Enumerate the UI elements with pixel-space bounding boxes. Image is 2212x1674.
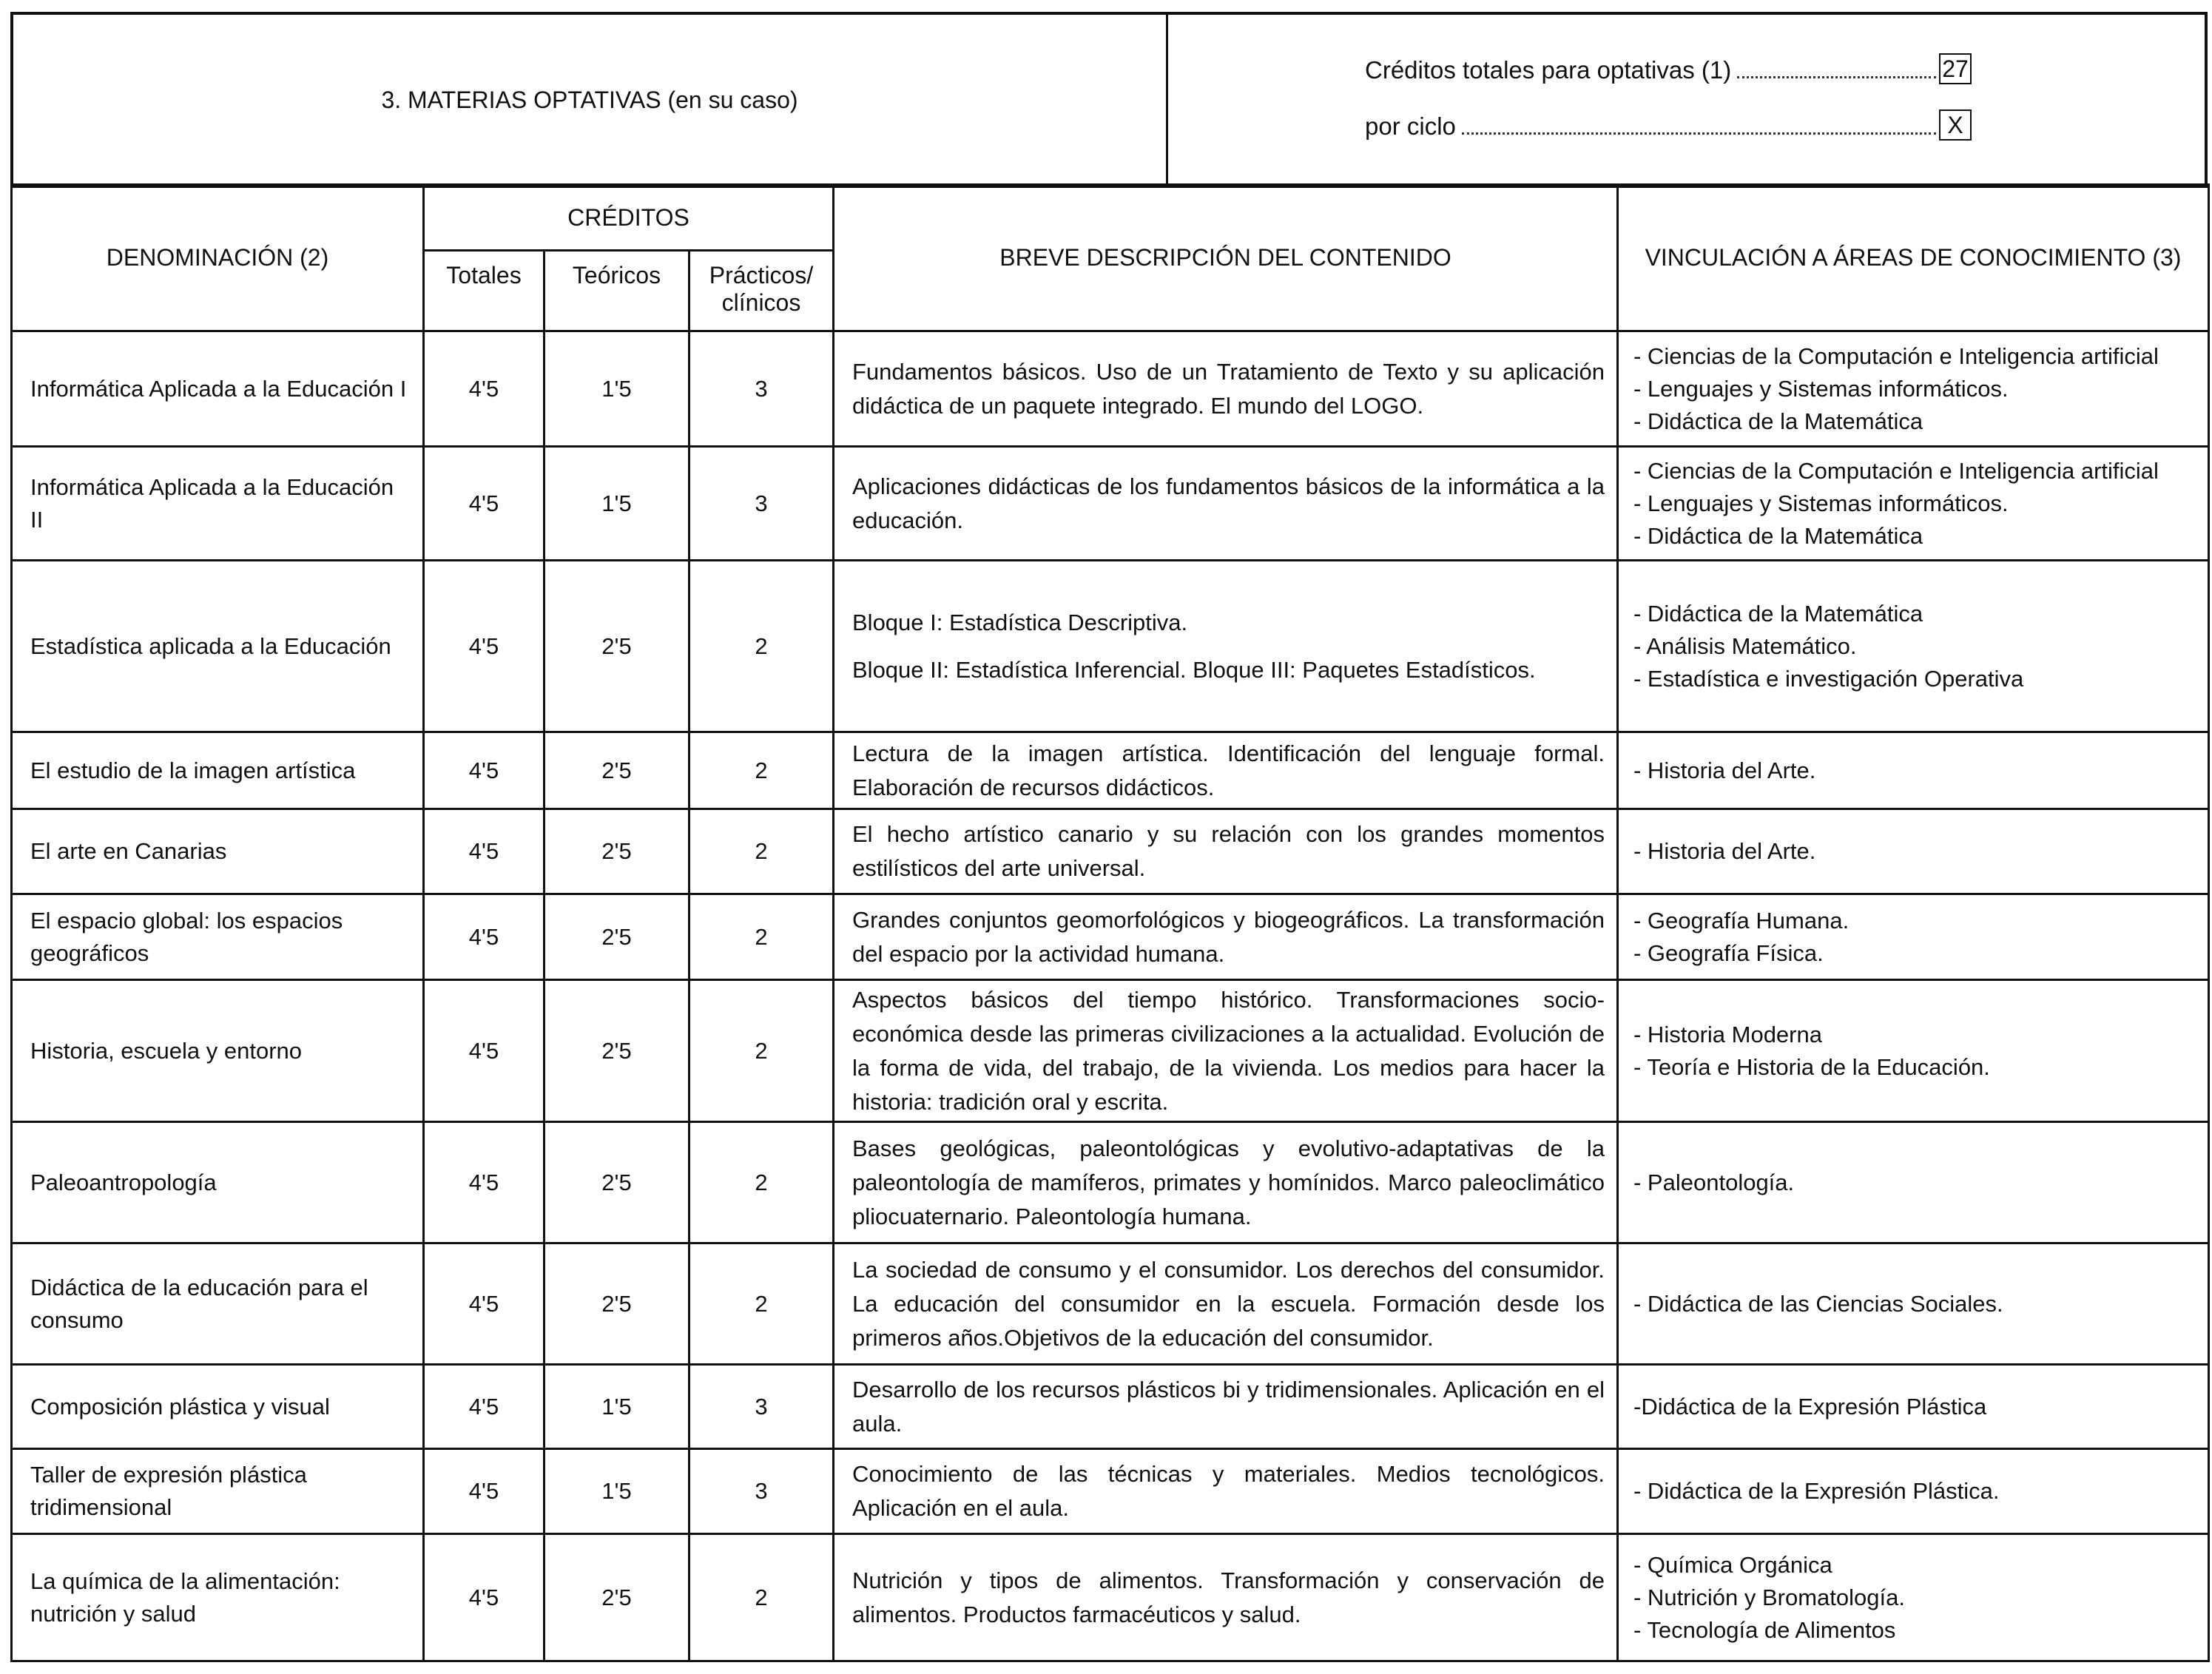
table-row: [12, 1365, 2209, 1449]
description-paragraph: Conocimiento de las técnicas y materiales. Medios tecnológicos. Aplicación en el aula.: [852, 1461, 1605, 1521]
credits-teoricos: 2'5: [544, 894, 689, 980]
content-description: [834, 894, 1618, 980]
table-row: [12, 1449, 2209, 1534]
knowledge-area-item: - Geografía Física.: [1633, 939, 1824, 966]
content-description: [834, 1365, 1618, 1449]
document-page: [10, 12, 2208, 1673]
description-paragraph: Aplicaciones didácticas de los fundamentos básicos de la informática a la educación.: [852, 473, 1605, 533]
knowledge-area-item: - Estadística e investigación Operativa: [1633, 665, 2024, 692]
knowledge-area-item: - Lenguajes y Sistemas informáticos.: [1633, 490, 2009, 516]
knowledge-area-item: - Tecnología de Alimentos: [1633, 1616, 1896, 1643]
subject-name: Paleoantropología: [12, 1122, 424, 1243]
total-credits-label: Créditos totales para optativas (1): [1365, 56, 1732, 84]
credits-teoricos: 2'5: [544, 809, 689, 894]
subject-name: Estadística aplicada a la Educación: [12, 561, 424, 732]
credits-teoricos: 2'5: [544, 1534, 689, 1661]
subject-name: El estudio de la imagen artística: [12, 732, 424, 809]
knowledge-areas: [1618, 447, 2209, 561]
credits-totales: 4'5: [424, 1243, 544, 1365]
per-cycle-line: [1365, 109, 1972, 141]
credits-practicos: 2: [689, 732, 834, 809]
knowledge-area-item: - Didáctica de las Ciencias Sociales.: [1633, 1290, 2003, 1317]
description-paragraph: Lectura de la imagen artística. Identificación del lenguaje formal. Elaboración de recursos didácticos.: [852, 740, 1605, 800]
knowledge-area-item: - Didáctica de la Matemática: [1633, 408, 1923, 434]
knowledge-area-item: -Didáctica de la Expresión Plástica: [1633, 1393, 1987, 1420]
knowledge-area-item: - Análisis Matemático.: [1633, 632, 1857, 659]
knowledge-area-item: - Geografía Humana.: [1633, 907, 1849, 934]
dot-leader: [1462, 132, 1936, 135]
table-row: [12, 809, 2209, 894]
knowledge-areas: [1618, 1365, 2209, 1449]
subject-name: Historia, escuela y entorno: [12, 980, 424, 1122]
credits-practicos: 2: [689, 809, 834, 894]
credits-summary: [1168, 15, 2205, 185]
content-description: [834, 1243, 1618, 1365]
content-description: [834, 1122, 1618, 1243]
credits-teoricos: 2'5: [544, 1122, 689, 1243]
table-row: [12, 561, 2209, 732]
credits-totales: 4'5: [424, 809, 544, 894]
knowledge-areas: [1618, 1243, 2209, 1365]
content-description: [834, 1449, 1618, 1534]
table-row: [12, 447, 2209, 561]
per-cycle-label: por ciclo: [1365, 112, 1456, 140]
knowledge-areas: [1618, 1122, 2209, 1243]
knowledge-areas: [1618, 894, 2209, 980]
credits-totales: 4'5: [424, 980, 544, 1122]
description-paragraph: Aspectos básicos del tiempo histórico. Transformaciones socio-económica desde las primeras civilizaciones a la actualidad. Evolución de la forma de vida, del trabajo, de la vivienda. Los medios para hacer la historia: tradición oral y escrita.: [852, 986, 1605, 1115]
content-description: [834, 561, 1618, 732]
credits-practicos: 2: [689, 980, 834, 1122]
dot-leader: [1737, 76, 1936, 78]
description-paragraph: Bloque II: Estadística Inferencial. Bloque III: Paquetes Estadísticos.: [852, 656, 1536, 683]
description-paragraph: Nutrición y tipos de alimentos. Transformación y conservación de alimentos. Productos farmacéuticos y salud.: [852, 1567, 1605, 1627]
knowledge-areas: [1618, 809, 2209, 894]
knowledge-area-item: - Paleontología.: [1633, 1169, 1795, 1195]
credits-teoricos: 2'5: [544, 980, 689, 1122]
header-teoricos: Teóricos: [544, 251, 689, 331]
header-practicos: Prácticos/ clínicos: [689, 251, 834, 331]
total-credits-line: [1365, 53, 1972, 84]
knowledge-area-item: - Ciencias de la Computación e Inteligencia artificial: [1633, 457, 2159, 484]
knowledge-areas: [1618, 1534, 2209, 1661]
table-row: [12, 1534, 2209, 1661]
knowledge-area-item: - Ciencias de la Computación e Inteligencia artificial: [1633, 342, 2159, 369]
credits-totales: 4'5: [424, 1122, 544, 1243]
description-paragraph: Desarrollo de los recursos plásticos bi y tridimensionales. Aplicación en el aula.: [852, 1376, 1605, 1437]
content-description: [834, 331, 1618, 447]
header-totales: Totales: [424, 251, 544, 331]
credits-practicos: 3: [689, 331, 834, 447]
table-row: [12, 1122, 2209, 1243]
subject-name: Informática Aplicada a la Educación II: [12, 447, 424, 561]
credits-practicos: 3: [689, 447, 834, 561]
per-cycle-box: X: [1939, 109, 1972, 141]
credits-practicos: 2: [689, 1122, 834, 1243]
subject-name: El arte en Canarias: [12, 809, 424, 894]
content-description: [834, 980, 1618, 1122]
credits-teoricos: 1'5: [544, 447, 689, 561]
knowledge-area-item: - Teoría e Historia de la Educación.: [1633, 1053, 1990, 1080]
subject-name: Taller de expresión plástica tridimensional: [12, 1449, 424, 1534]
knowledge-areas: [1618, 1449, 2209, 1534]
credits-totales: 4'5: [424, 1365, 544, 1449]
credits-totales: 4'5: [424, 1449, 544, 1534]
table-row: [12, 980, 2209, 1122]
section-header: [10, 12, 2208, 188]
credits-practicos: 2: [689, 561, 834, 732]
knowledge-area-item: - Historia Moderna: [1633, 1021, 1822, 1047]
description-paragraph: Fundamentos básicos. Uso de un Tratamiento de Texto y su aplicación didáctica de un paquete integrado. El mundo del LOGO.: [852, 358, 1605, 419]
credits-totales: 4'5: [424, 732, 544, 809]
knowledge-area-item: - Lenguajes y Sistemas informáticos.: [1633, 375, 2009, 402]
description-paragraph: Bases geológicas, paleontológicas y evolutivo-adaptativas de la paleontología de mamíferos, primates y homínidos. Marco paleoclimático pliocuaternario. Paleontología humana.: [852, 1135, 1605, 1229]
credits-teoricos: 2'5: [544, 561, 689, 732]
header-creditos: CRÉDITOS: [424, 185, 834, 251]
credits-totales: 4'5: [424, 561, 544, 732]
description-paragraph: Bloque I: Estadística Descriptiva.: [852, 609, 1188, 635]
subject-name: Didáctica de la educación para el consumo: [12, 1243, 424, 1365]
description-paragraph: El hecho artístico canario y su relación con los grandes momentos estilísticos del arte universal.: [852, 821, 1605, 881]
knowledge-areas: [1618, 732, 2209, 809]
credits-teoricos: 1'5: [544, 1449, 689, 1534]
table-row: [12, 894, 2209, 980]
credits-teoricos: 2'5: [544, 732, 689, 809]
table-row: [12, 732, 2209, 809]
subject-name: Composición plástica y visual: [12, 1365, 424, 1449]
knowledge-area-item: - Didáctica de la Matemática: [1633, 522, 1923, 549]
credits-teoricos: 1'5: [544, 331, 689, 447]
knowledge-area-item: - Historia del Arte.: [1633, 757, 1816, 783]
content-description: [834, 1534, 1618, 1661]
table-body: [12, 331, 2209, 1661]
credits-practicos: 2: [689, 894, 834, 980]
content-description: [834, 447, 1618, 561]
credits-practicos: 2: [689, 1243, 834, 1365]
subject-name: La química de la alimentación: nutrición y salud: [12, 1534, 424, 1661]
knowledge-areas: [1618, 980, 2209, 1122]
table-row: [12, 1243, 2209, 1365]
subject-name: Informática Aplicada a la Educación I: [12, 331, 424, 447]
knowledge-area-item: - Historia del Arte.: [1633, 838, 1816, 864]
credits-teoricos: 1'5: [544, 1365, 689, 1449]
content-description: [834, 732, 1618, 809]
credits-practicos: 2: [689, 1534, 834, 1661]
knowledge-areas: [1618, 561, 2209, 732]
section-title: 3. MATERIAS OPTATIVAS (en su caso): [13, 15, 1168, 185]
credits-totales: 4'5: [424, 331, 544, 447]
total-credits-box: 27: [1939, 53, 1972, 84]
credits-totales: 4'5: [424, 447, 544, 561]
knowledge-area-item: - Didáctica de la Matemática: [1633, 600, 1923, 627]
content-description: [834, 809, 1618, 894]
knowledge-area-item: - Didáctica de la Expresión Plástica.: [1633, 1478, 2000, 1504]
knowledge-area-item: - Nutrición y Bromatología.: [1633, 1584, 1905, 1610]
table-row: [12, 331, 2209, 447]
credits-teoricos: 2'5: [544, 1243, 689, 1365]
header-descripcion: BREVE DESCRIPCIÓN DEL CONTENIDO: [834, 185, 1618, 331]
credits-practicos: 3: [689, 1365, 834, 1449]
description-paragraph: La sociedad de consumo y el consumidor. Los derechos del consumidor. La educación del consumidor en la escuela. Formación desde los primeros años.Objetivos de la educación del consumidor.: [852, 1256, 1605, 1351]
credits-totales: 4'5: [424, 894, 544, 980]
credits-practicos: 3: [689, 1449, 834, 1534]
header-denominacion: DENOMINACIÓN (2): [12, 185, 424, 331]
credits-totales: 4'5: [424, 1534, 544, 1661]
subject-name: El espacio global: los espacios geográficos: [12, 894, 424, 980]
knowledge-areas: [1618, 331, 2209, 447]
header-vinculacion: VINCULACIÓN A ÁREAS DE CONOCIMIENTO (3): [1618, 185, 2209, 331]
description-paragraph: Grandes conjuntos geomorfológicos y biogeográficos. La transformación del espacio por la actividad humana.: [852, 906, 1605, 967]
knowledge-area-item: - Química Orgánica: [1633, 1551, 1832, 1578]
optional-subjects-table: [10, 183, 2210, 1662]
